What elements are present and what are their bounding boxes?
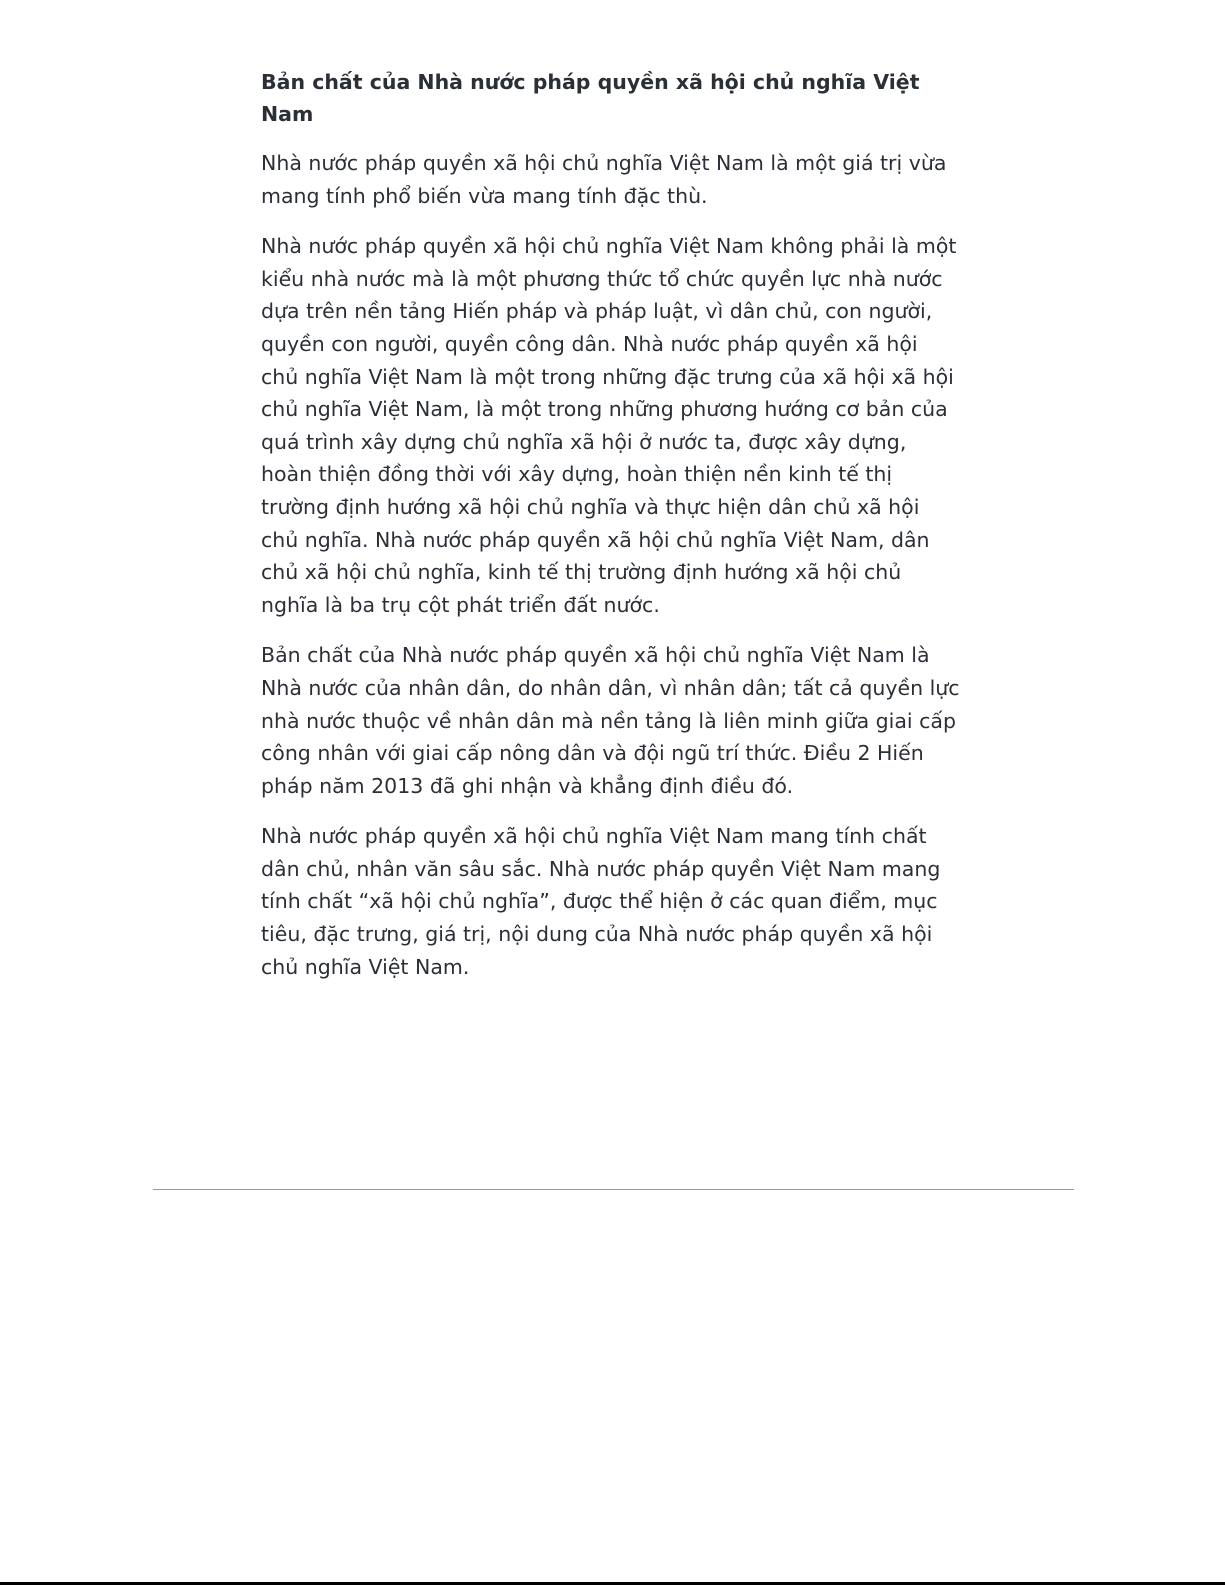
paragraph-3: Bản chất của Nhà nước pháp quyền xã hội chủ nghĩa Việt Nam là Nhà nước của nhân dân, do nhân dân, vì nhân dân; tất cả quyền lực nhà nước thuộc về nhân dân mà nền tảng là liên minh giữa giai cấp công nhân với giai cấp nông dân và đội ngũ trí thức. Điều 2 Hiến pháp năm 2013 đã ghi nhận và khẳng định điều đó.: [261, 643, 960, 798]
article-body: [261, 66, 961, 1001]
paragraph-1: Nhà nước pháp quyền xã hội chủ nghĩa Việt Nam là một giá trị vừa mang tính phổ biến vừa mang tính đặc thù.: [261, 151, 947, 208]
horizontal-divider: [153, 1189, 1074, 1190]
paragraph-4: Nhà nước pháp quyền xã hội chủ nghĩa Việt Nam mang tính chất dân chủ, nhân văn sâu sắc. Nhà nước pháp quyền Việt Nam mang tính chất “xã hội chủ nghĩa”, được thể hiện ở các quan điểm, mục tiêu, đặc trưng, giá trị, nội dung của Nhà nước pháp quyền xã hội chủ nghĩa Việt Nam.: [261, 824, 941, 979]
article-title: Bản chất của Nhà nước pháp quyền xã hội chủ nghĩa Việt Nam: [261, 70, 920, 126]
paragraph-2: Nhà nước pháp quyền xã hội chủ nghĩa Việt Nam không phải là một kiểu nhà nước mà là một phương thức tổ chức quyền lực nhà nước dựa trên nền tảng Hiến pháp và pháp luật, vì dân chủ, con người, quyền con người, quyền công dân. Nhà nước pháp quyền xã hội chủ nghĩa Việt Nam là một trong những đặc trưng của xã hội xã hội chủ nghĩa Việt Nam, là một trong những phương hướng cơ bản của quá trình xây dựng chủ nghĩa xã hội ở nước ta, được xây dựng, hoàn thiện đồng thời với xây dựng, hoàn thiện nền kinh tế thị trường định hướng xã hội chủ nghĩa và thực hiện dân chủ xã hội chủ nghĩa. Nhà nước pháp quyền xã hội chủ nghĩa Việt Nam, dân chủ xã hội chủ nghĩa, kinh tế thị trường định hướng xã hội chủ nghĩa là ba trụ cột phát triển đất nước.: [261, 234, 957, 617]
